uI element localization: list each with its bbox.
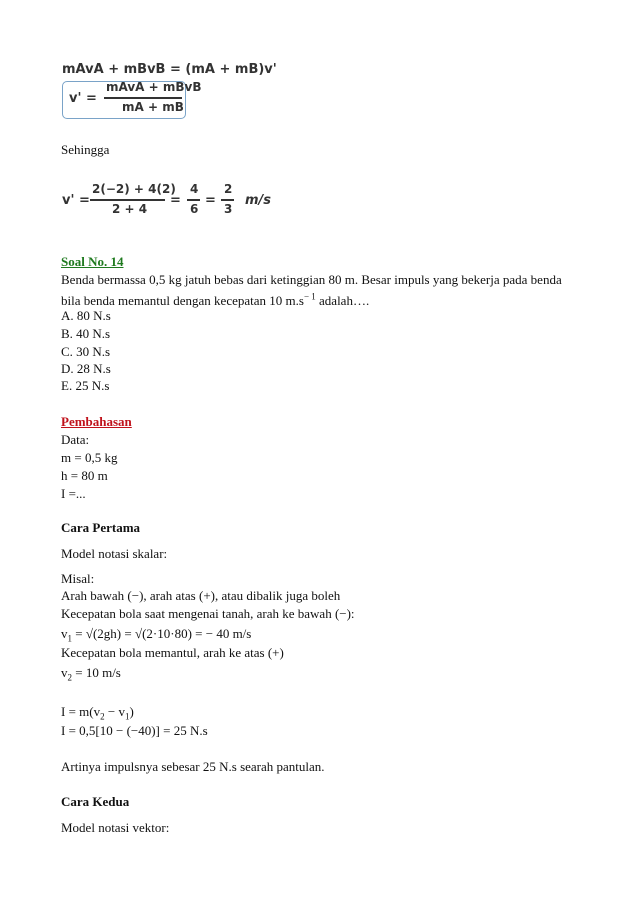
misal-text: Misal: [61,571,95,586]
kecepatan2-text: Kecepatan bola memantul, arah ke atas (+) [61,645,284,660]
soal-line2-exponent: − 1 [303,291,316,302]
data-label: Data: [61,432,90,447]
v2-rest: = 10 m/s [72,665,121,680]
result-frac1-num: 2(−2) + 4(2) [92,182,176,196]
v1-rest: = √(2gh) = √(2·10·80) = − 40 m/s [72,626,252,641]
momentum-equation-text: mAvA + mBvB = (mA + mB)v' [62,62,277,77]
option-c: C. 30 N.s [61,344,111,359]
result-frac1-den: 2 + 4 [112,202,148,216]
cara-kedua-title: Cara Kedua [61,794,130,809]
arah-text: Arah bawah (−), arah atas (+), atau dibalik juga boleh [61,588,341,603]
result-unit: m/s [245,193,272,208]
impulse-formula-c: ) [129,704,134,719]
data-height: h = 80 m [61,468,108,483]
result-eq1: = [170,193,181,208]
velocity-formula-numerator: mAvA + mBvB [106,80,202,94]
impulse-formula [61,703,134,721]
result-frac3-bar [221,199,234,201]
impulse-calculation: I = 0,5[10 − (−40)] = 25 N.s [61,723,208,738]
option-d: D. 28 N.s [61,361,111,376]
v1-equation [61,625,251,643]
v2-symbol: v [61,665,68,680]
result-frac1-bar [90,199,165,201]
impulse-formula-b: − v [104,704,125,719]
result-frac3-num: 2 [224,182,233,196]
data-mass: m = 0,5 kg [61,450,118,465]
result-frac3-den: 3 [224,202,233,216]
result-frac2-num: 4 [190,182,199,196]
cara-kedua-model: Model notasi vektor: [61,820,170,835]
result-eq2: = [205,193,216,208]
velocity-formula-lhs: v' = [69,91,97,106]
impulse-formula-a: I = m(v [61,704,101,719]
result-frac2-den: 6 [190,202,199,216]
soal-line2-text: bila benda memantul dengan kecepatan 10 m.s [61,293,304,308]
option-e: E. 25 N.s [61,378,110,393]
artinya-text: Artinya impulsnya sebesar 25 N.s searah pantulan. [61,759,325,774]
option-b: B. 40 N.s [61,326,111,341]
velocity-formula-denominator: mA + mB [122,100,184,114]
kecepatan1-text: Kecepatan bola saat mengenai tanah, arah ke bawah (−): [61,606,355,621]
data-impulse: I =... [61,486,86,501]
pembahasan-title: Pembahasan [61,414,132,429]
cara-pertama-title: Cara Pertama [61,520,141,535]
velocity-formula-fraction-bar [104,97,182,99]
v2-subscript: 2 [67,672,72,683]
v2-equation [61,664,121,682]
result-lhs: v' = [62,193,90,208]
soal-line1: Benda bermassa 0,5 kg jatuh bebas dari ketinggian 80 m. Besar impuls yang bekerja pada benda [61,272,562,287]
soal-title: Soal No. 14 [61,254,124,269]
momentum-equation [62,62,277,77]
impulse-formula-sub1: 1 [124,711,130,722]
soal-line2-end: adalah…. [315,293,370,308]
impulse-formula-sub2: 2 [100,711,105,722]
cara-pertama-model: Model notasi skalar: [61,546,168,561]
result-frac2-bar [187,199,200,201]
v1-subscript: 1 [67,633,72,644]
sehingga-text: Sehingga [61,142,110,157]
option-a: A. 80 N.s [61,308,111,323]
v1-symbol: v [61,626,68,641]
